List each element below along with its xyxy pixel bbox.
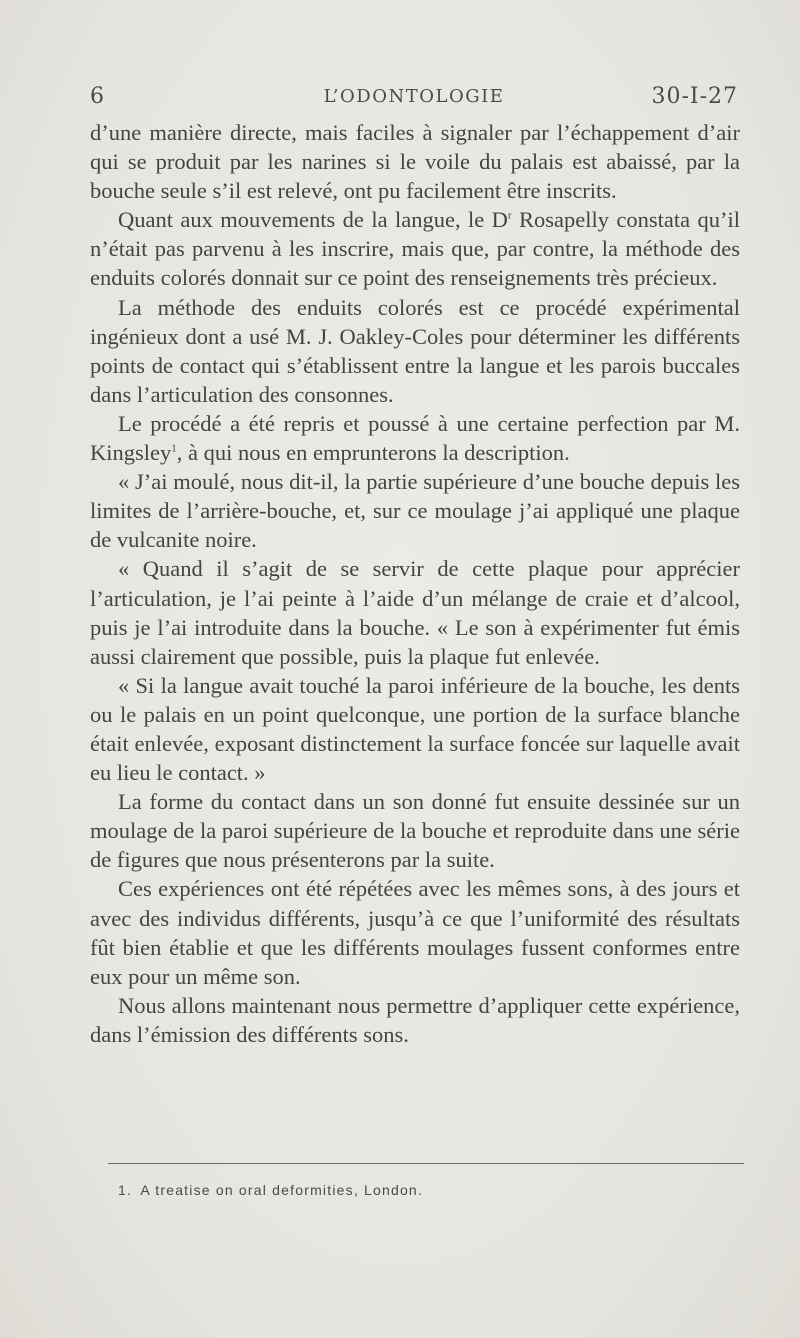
footnote-number: 1. [118,1182,133,1198]
paragraph-4 [90,409,740,467]
paragraph-10: Nous allons maintenant nous permettre d’appliquer cette expérience, dans l’émission des différents sons. [90,992,740,1047]
paragraph-7: « Si la langue avait touché la paroi inférieure de la bouche, les dents ou le palais en un point quelconque, une portion de la surface blanche était enlevée, exposant distinctement la surface foncée sur laquelle avait eu lieu le contact. » [90,672,740,786]
page-number: 6 [90,84,104,109]
paragraph-3: La méthode des enduits colorés est ce procédé expérimental ingénieux dont a usé M. J. Oakley-Coles pour déterminer les différents points de contact qui s’établissent entre la langue et les parois buccales dans l’articulation des consonnes. [90,294,740,407]
footnote-divider [108,1163,744,1164]
footnote-text: A treatise on oral deformities, London. [140,1182,424,1198]
paragraph-5: « J’ai moulé, nous dit-il, la partie supérieure d’une bouche depuis les limites de l’arrière-bouche, et, sur ce moulage j’ai appliqué une plaque de vulcanite noire. [90,469,740,553]
paragraph-8: La forme du contact dans un son donné fut ensuite dessinée sur un moulage de la paroi supérieure de la bouche et reproduite dans une série de figures que nous présenterons par la suite. [90,789,740,873]
journal-title: L’ODONTOLOGIE [323,86,505,107]
body-text [90,118,740,1049]
footnote-reference: 1 [171,442,177,455]
paragraph-6: « Quand il s’agit de se servir de cette plaque pour apprécier l’articulation, je l’ai peinte à l’aide d’un mélange de craie et d’alcool, puis je l’ai introduite dans la bouche. « Le son à expérimenter fut émis aussi clairement que possible, puis la plaque fut enlevée. [90,556,740,669]
paragraph-2: Quant aux mouvements de la langue, le $D^r$ Rosapelly constata qu’il n’était pas parvenu à les inscrire, mais que, par contre, la méthode des enduits colorés donnait sur ce point des renseignements très précieux. [90,207,740,291]
paragraph-4-text: Le procédé a été repris et poussé à une certaine perfection par M. Kingsley [90,410,740,466]
issue-date: 30-I-27 [651,84,738,109]
superscript-r: r [507,209,512,222]
running-header [90,84,738,120]
paragraph-4-text-end: , à qui nous en emprunterons la description. [176,440,570,466]
paragraph-1: d’une manière directe, mais faciles à signaler par l’échappement d’air qui se produit par les narines si le voile du palais est abaissé, par la bouche seule s’il est relevé, ont pu facilement être inscrits. [90,120,740,204]
footnote [118,1182,423,1198]
paragraph-9: Ces expériences ont été répétées avec les mêmes sons, à des jours et avec des individus différents, jusqu’à ce que l’uniformité des résultats fût bien établie et que les différents moulages fussent conformes entre eux pour un même son. [90,876,740,989]
